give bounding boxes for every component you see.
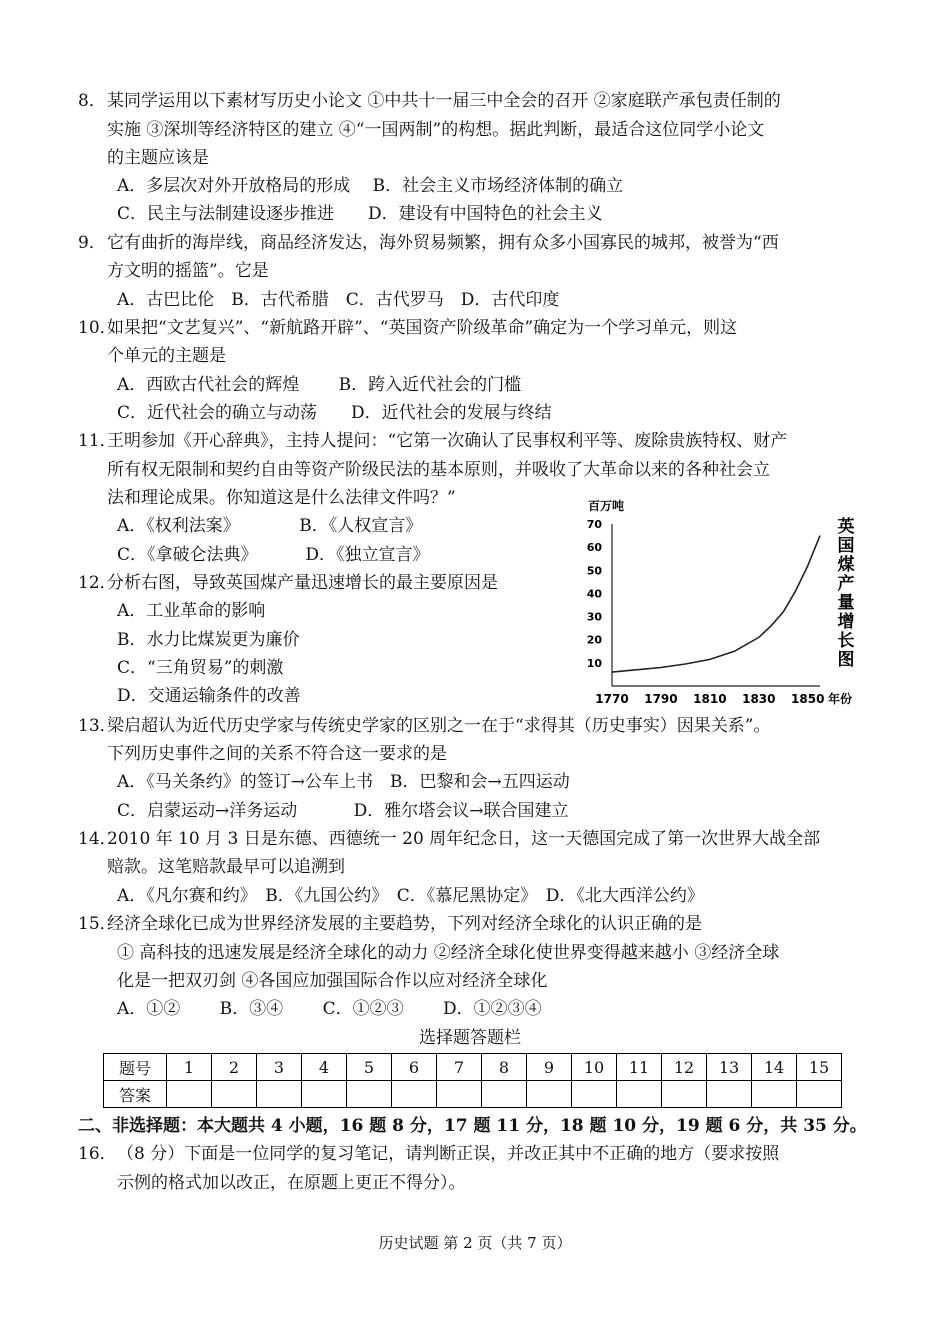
question-number: 9． — [78, 233, 106, 253]
chart-title — [837, 517, 855, 670]
question-option: A．多层次对外开放格局的形成 B．社会主义市场经济体制的确立 — [117, 176, 624, 196]
question-option: B．水力比煤炭更为廉价 — [117, 630, 300, 650]
coal-output-chart — [580, 494, 870, 716]
question-number-cell: 8 — [482, 1054, 527, 1081]
chart-x-tick-label: 1810 — [693, 692, 727, 706]
question-number-cell: 4 — [302, 1054, 347, 1081]
question-text: 赔款。这笔赔款最早可以追溯到 — [107, 857, 345, 877]
section-heading: 二、非选择题：本大题共 4 小题，16 题 8 分，17 题 11 分，18 题 10 分，19 题 6 分，共 35 分。 — [78, 1116, 867, 1136]
chart-title-char: 增 — [837, 612, 855, 632]
question-text: 实施 ③深圳等经济特区的建立 ④“一国两制”的构想。据此判断，最适合这位同学小论文 — [107, 120, 765, 140]
question-text: ① 高科技的迅速发展是经济全球化的动力 ②经济全球化使世界变得越来越小 ③经济全球 — [117, 943, 780, 963]
question-text: 梁启超认为近代历史学家与传统史学家的区别之一在于“求得其（历史事实）因果关系”。 — [107, 716, 771, 736]
question-option: C．启蒙运动→洋务运动 D．雅尔塔会议→联合国建立 — [117, 801, 569, 821]
question-text: 经济全球化已成为世界经济发展的主要趋势，下列对经济全球化的认识正确的是 — [107, 914, 702, 934]
chart-title-char: 长 — [837, 631, 855, 651]
question-option: C．近代社会的确立与动荡 D．近代社会的发展与终结 — [117, 403, 552, 423]
page-footer: 历史试题 第 2 页（共 7 页） — [378, 1234, 572, 1252]
answer-cell[interactable] — [482, 1081, 527, 1108]
question-text: 它有曲折的海岸线，商品经济发达，海外贸易频繁，拥有众多小国寡民的城邦，被誉为“西 — [107, 233, 779, 253]
question-number: 16． — [78, 1144, 117, 1164]
question-text: （8 分）下面是一位同学的复习笔记，请判断正误，并改正其中不正确的地方（要求按照 — [117, 1144, 780, 1164]
question-text: 如果把“文艺复兴”、“新航路开辟”、“英国资产阶级革命”确定为一个学习单元，则这 — [107, 318, 738, 338]
answer-table-number-row — [104, 1054, 842, 1081]
answer-cell[interactable] — [347, 1081, 392, 1108]
answer-table-answer-row — [104, 1081, 842, 1108]
question-number-cell: 7 — [437, 1054, 482, 1081]
answer-cell[interactable] — [437, 1081, 482, 1108]
question-text: 2010 年 10 月 3 日是东德、西德统一 20 周年纪念日，这一天德国完成了第一次世界大战全部 — [107, 829, 821, 849]
answer-table — [103, 1053, 842, 1108]
answer-table-title: 选择题答题栏 — [419, 1028, 521, 1048]
chart-title-char: 国 — [837, 536, 855, 556]
answer-cell[interactable] — [392, 1081, 437, 1108]
question-text: 化是一把双刃剑 ④各国应加强国际合作以应对经济全球化 — [117, 971, 548, 991]
question-number: 14． — [78, 829, 117, 849]
chart-y-tick-label: 40 — [586, 587, 602, 601]
question-number-cell: 1 — [167, 1054, 212, 1081]
question-option: A．《马关条约》的签订→公车上书 B．巴黎和会→五四运动 — [117, 772, 570, 792]
question-text: 下列历史事件之间的关系不符合这一要求的是 — [107, 744, 447, 764]
question-number-cell: 15 — [797, 1054, 842, 1081]
question-option: A．工业革命的影响 — [117, 601, 266, 621]
question-number-cell: 11 — [617, 1054, 662, 1081]
question-text: 个单元的主题是 — [107, 346, 226, 366]
answer-cell[interactable] — [302, 1081, 347, 1108]
answer-cell[interactable] — [662, 1081, 707, 1108]
chart-x-tick-label: 1850 — [791, 692, 825, 706]
chart-y-tick-label: 30 — [586, 610, 602, 624]
question-text: 法和理论成果。你知道这是什么法律文件吗？” — [107, 488, 456, 508]
question-number-cell: 12 — [662, 1054, 707, 1081]
chart-y-tick-label: 50 — [586, 564, 602, 578]
question-option: A．《凡尔赛和约》 B．《九国公约》 C．《慕尼黑协定》 D．《北大西洋公约》 — [117, 886, 704, 906]
question-number-cell: 3 — [257, 1054, 302, 1081]
answer-cell[interactable] — [707, 1081, 752, 1108]
chart-title-char: 煤 — [837, 555, 855, 575]
chart-x-tick-label: 1830 — [742, 692, 776, 706]
question-option: C．民主与法制建设逐步推进 D．建设有中国特色的社会主义 — [117, 204, 603, 224]
question-number-cell: 13 — [707, 1054, 752, 1081]
chart-title-char: 图 — [837, 650, 855, 670]
question-number-cell: 10 — [572, 1054, 617, 1081]
question-number: 10． — [78, 318, 117, 338]
question-text: 王明参加《开心辞典》，主持人提问：“它第一次确认了民事权利平等、废除贵族特权、财产 — [107, 431, 788, 451]
answer-cell[interactable] — [212, 1081, 257, 1108]
answer-cell[interactable] — [617, 1081, 662, 1108]
question-number-cell: 5 — [347, 1054, 392, 1081]
chart-y-ticks — [587, 518, 603, 670]
question-number-cell: 14 — [752, 1054, 797, 1081]
question-option: A．①② B．③④ C．①②③ D．①②③④ — [117, 999, 542, 1019]
chart-title-char: 英 — [837, 517, 855, 537]
question-number: 11． — [78, 431, 117, 451]
answer-cell[interactable] — [572, 1081, 617, 1108]
answer-cell[interactable] — [167, 1081, 212, 1108]
question-option: A．古巴比伦 B．古代希腊 C．古代罗马 D．古代印度 — [117, 290, 560, 310]
question-number-cell: 2 — [212, 1054, 257, 1081]
chart-xlabel: 年份 — [828, 692, 853, 706]
answer-cell[interactable] — [752, 1081, 797, 1108]
question-text: 分析右图，导致英国煤产量迅速增长的最主要原因是 — [107, 573, 498, 593]
answer-cell[interactable] — [257, 1081, 302, 1108]
question-text: 方文明的摇篮”。它是 — [107, 261, 269, 281]
question-text: 示例的格式加以改正，在原题上更正不得分）。 — [117, 1173, 466, 1193]
answer-cell[interactable] — [797, 1081, 842, 1108]
chart-ylabel: 百万吨 — [588, 499, 625, 513]
question-number: 15． — [78, 914, 117, 934]
chart-y-tick-label: 70 — [586, 518, 602, 531]
chart-title-char: 量 — [837, 593, 855, 613]
question-number-cell: 6 — [392, 1054, 437, 1081]
chart-x-tick-label: 1790 — [644, 692, 678, 706]
chart-x-ticks — [595, 692, 824, 706]
question-option: D．交通运输条件的改善 — [117, 686, 301, 706]
chart-x-tick-label: 1770 — [595, 692, 629, 706]
chart-y-tick-label: 20 — [586, 633, 602, 647]
chart-y-tick-label: 10 — [586, 656, 602, 670]
question-option: A．西欧古代社会的辉煌 B．跨入近代社会的门槛 — [117, 375, 522, 395]
question-text: 所有权无限制和契约自由等资产阶级民法的基本原则，并吸收了大革命以来的各种社会立 — [107, 460, 770, 480]
chart-y-tick-label: 60 — [586, 541, 602, 555]
question-option: A．《权利法案》 B．《人权宣言》 — [117, 516, 423, 536]
question-number: 12． — [78, 573, 117, 593]
row-label: 答案 — [104, 1081, 167, 1108]
chart-title-char: 产 — [837, 574, 855, 594]
question-option: C．《拿破仑法典》 D．《独立宣言》 — [117, 545, 430, 565]
question-text: 的主题应该是 — [107, 148, 209, 168]
row-label: 题号 — [104, 1054, 167, 1081]
question-number-cell: 9 — [527, 1054, 572, 1081]
question-number: 13． — [78, 716, 117, 736]
question-number: 8． — [78, 91, 106, 111]
question-option: C．“三角贸易”的刺激 — [117, 658, 284, 678]
chart-series-line — [612, 536, 820, 673]
question-text: 某同学运用以下素材写历史小论文 ①中共十一届三中全会的召开 ②家庭联产承包责任制的 — [107, 91, 781, 111]
answer-cell[interactable] — [527, 1081, 572, 1108]
